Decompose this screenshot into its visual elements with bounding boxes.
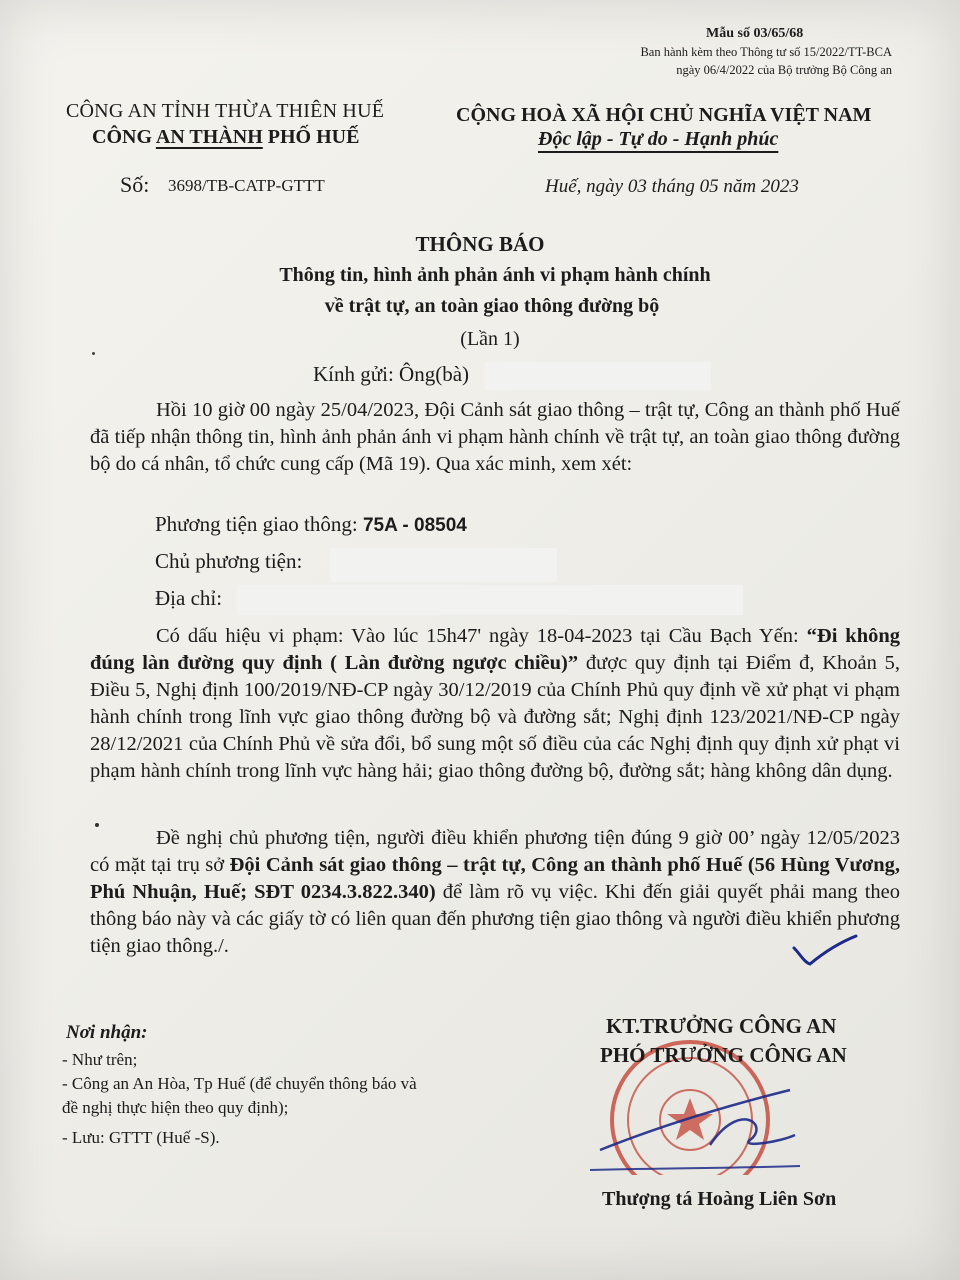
office-address: Đội Cảnh sát giao thông – trật tự, Công an thành phố Huế (56 Hùng Vương, Phú Nhuận, Huế; SĐT 0234.3.822.340) xyxy=(90,854,900,903)
greeting: Kính gửi: Ông(bà) xyxy=(313,362,470,386)
form-issued-line-1: Ban hành kèm theo Thông tư số 15/2022/TT-BCA xyxy=(640,45,892,59)
intro-paragraph: Hồi 10 giờ 00 ngày 25/04/2023, Đội Cảnh sát giao thông – trật tự, Công an thành phố Huế đã tiếp nhận thông tin, hình ảnh phản ánh vi phạm hành chính về trật tự, an toàn giao thông đường bộ do cá nhân, tổ chức cung cấp (Mã 19). Qua xác minh, xem xét: xyxy=(90,399,900,475)
doc-title: THÔNG BÁO xyxy=(415,232,545,256)
org-city: CÔNG AN THÀNH PHỐ HUẾ xyxy=(92,126,360,148)
form-number: Mẫu số 03/65/68 xyxy=(706,26,804,41)
violation-act: “Đi không đúng làn đường quy định ( Làn đường ngược chiều)” xyxy=(90,625,900,674)
recipient-item: - Công an An Hòa, Tp Huế (để chuyển thông báo và xyxy=(62,1074,417,1093)
national-motto: Độc lập - Tự do - Hạnh phúc xyxy=(538,128,779,150)
redacted-address xyxy=(237,585,743,615)
redacted-owner xyxy=(330,548,557,582)
recipient-item: - Như trên; xyxy=(62,1050,138,1069)
vehicle-field: Phương tiện giao thông: 75A - 08504 xyxy=(155,512,467,536)
notice-count: (Lần 1) xyxy=(460,328,520,350)
doc-date: Huế, ngày 03 tháng 05 năm 2023 xyxy=(545,176,799,197)
doc-subtitle-2: về trật tự, an toàn giao thông đường bộ xyxy=(324,295,660,317)
doc-number-label: Số: xyxy=(120,172,150,197)
redacted-recipient-name xyxy=(485,362,711,390)
signature-title-1: KT.TRƯỞNG CÔNG AN xyxy=(606,1014,837,1038)
doc-number-value: 3698/TB-CATP-GTTT xyxy=(168,176,325,195)
vehicle-plate: 75A - 08504 xyxy=(362,515,467,536)
pen-check-mark-icon xyxy=(790,930,860,970)
signature-title-2: PHÓ TRƯỞNG CÔNG AN xyxy=(600,1043,847,1067)
doc-subtitle-1: Thông tin, hình ảnh phản ánh vi phạm hành chính xyxy=(279,264,711,286)
national-title: CỘNG HOÀ XÃ HỘI CHỦ NGHĨA VIỆT NAM xyxy=(456,104,872,126)
address-field: Địa chỉ: xyxy=(155,586,223,610)
owner-field: Chủ phương tiện: xyxy=(155,549,303,573)
signer-name: Thượng tá Hoàng Liên Sơn xyxy=(602,1188,837,1210)
recipients-heading: Nơi nhận: xyxy=(66,1022,148,1043)
request-paragraph: Đề nghị chủ phương tiện, người điều khiển phương tiện đúng 9 giờ 00’ ngày 12/05/2023 có mặt tại trụ sở Đội Cảnh sát giao thông – trật tự, Công an thành phố Huế (56 Hùng Vương, Phú Nhuận, Huế; SĐT 0234.3.822.340) để làm rõ vụ việc. Khi đến giải quyết phải mang theo thông báo này và các giấy tờ có liên quan đến phương tiện giao thông và người điều khiển phương tiện giao thông./. xyxy=(90,827,900,957)
violation-paragraph: Có dấu hiệu vi phạm: Vào lúc 15h47' ngày 18-04-2023 tại Cầu Bạch Yến: “Đi không đúng làn đường quy định ( Làn đường ngược chiều)” được quy định tại Điểm đ, Khoản 5, Điều 5, Nghị định 100/2019/NĐ-CP ngày 30/12/2019 của Chính Phủ quy định về xử phạt vi phạm hành chính trong lĩnh vực giao thông đường bộ và đường sắt; Nghị định 123/2021/NĐ-CP ngày 28/12/2021 của Chính Phủ về sửa đổi, bổ sung một số điều của các Nghị định quy định xử phạt vi phạm hành chính trong lĩnh vực hàng hải; giao thông đường bộ, đường sắt; hàng không dân dụng. xyxy=(90,625,900,782)
paper-speck xyxy=(92,352,95,355)
recipient-item: đề nghị thực hiện theo quy định); xyxy=(62,1098,289,1117)
form-issued-line-2: ngày 06/4/2022 của Bộ trưởng Bộ Công an xyxy=(676,63,892,77)
recipient-item: - Lưu: GTTT (Huế -S). xyxy=(62,1128,220,1147)
org-province: CÔNG AN TỈNH THỪA THIÊN HUẾ xyxy=(66,100,385,122)
